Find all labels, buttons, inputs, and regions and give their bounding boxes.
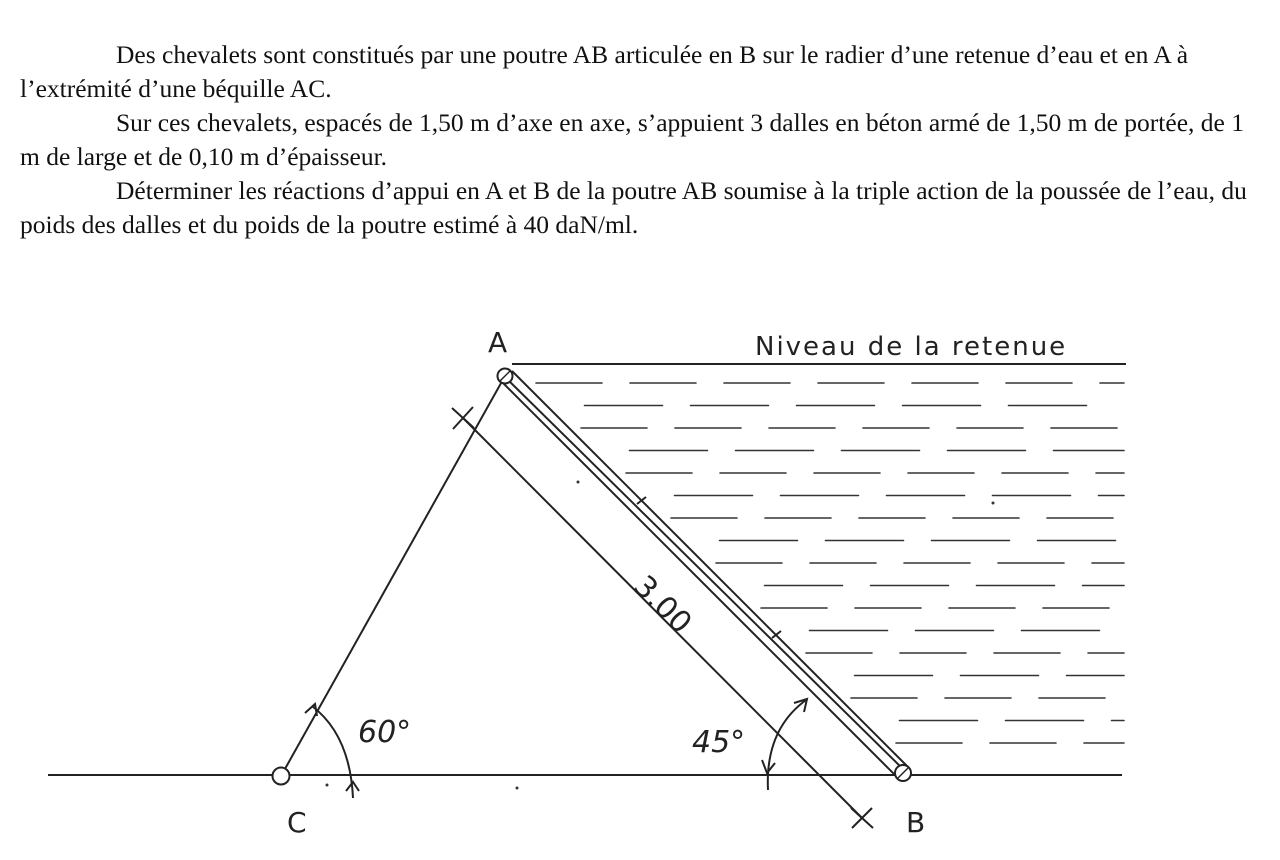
hinge-c: [273, 768, 290, 785]
label-angle-b: 45°: [692, 725, 746, 760]
label-point-c: C: [287, 806, 307, 839]
problem-paragraph-3: Déterminer les réactions d’appui en A et B de la poutre AB soumise à la triple action de la poussée de l’eau, du poids des dalles et du poids de la poutre estimé à 40 daN/ml.: [20, 176, 1247, 239]
angle-arc-b: [762, 699, 807, 790]
label-water-level: Niveau de la retenue: [755, 332, 1068, 362]
label-dimension-ab: 3.00: [626, 568, 699, 641]
beam-ab: [500, 371, 908, 778]
problem-paragraph-2: Sur ces chevalets, espacés de 1,50 m d’axe en axe, s’appuient 3 dalles en béton armé de 1,50 m de portée, de 1 m de large et de 0,10 m d’épaisseur.: [20, 108, 1244, 171]
label-point-b: B: [906, 806, 926, 839]
label-angle-c: 60°: [358, 715, 412, 750]
problem-paragraph-1: Des chevalets sont constitués par une poutre AB articulée en B sur le radier d’une retenue d’eau et en A à l’extrémité d’une béquille AC.: [20, 40, 1189, 103]
label-point-a: A: [488, 326, 508, 359]
